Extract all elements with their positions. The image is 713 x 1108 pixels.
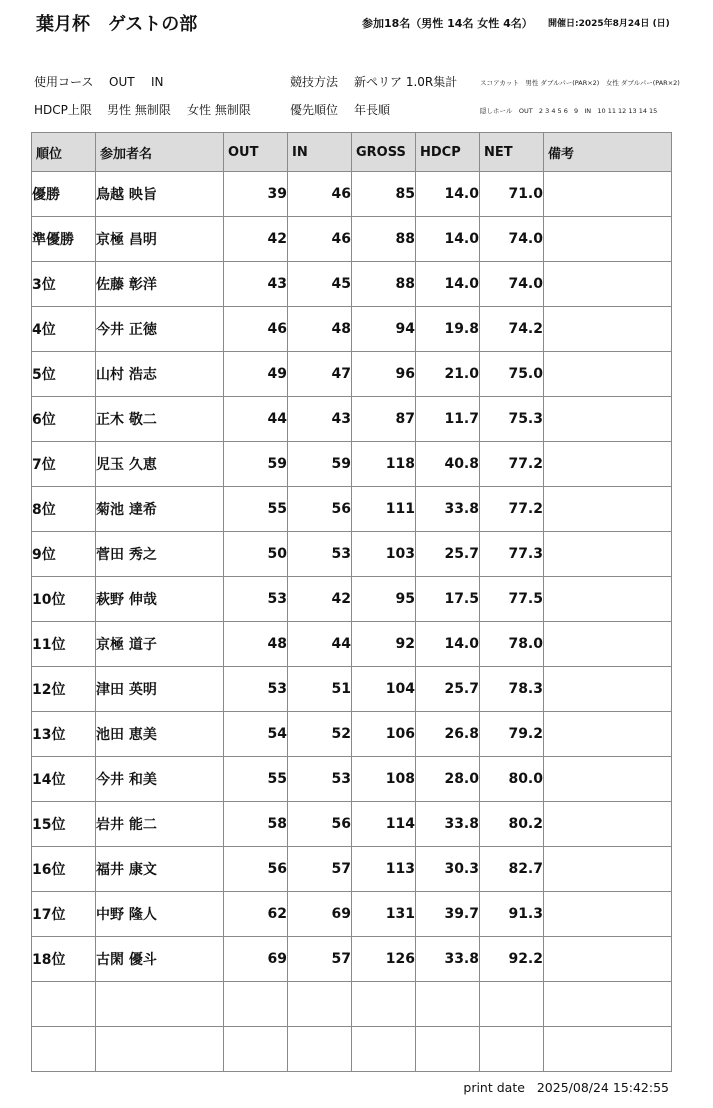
table-row [32, 622, 672, 667]
cell-net: 77.2 [480, 442, 544, 487]
header-rank: 順位 [32, 133, 96, 172]
cell-out: 46 [224, 307, 288, 352]
cell-in: 42 [288, 577, 352, 622]
cell-note [544, 937, 672, 982]
cell-note [544, 262, 672, 307]
cell-gross: 85 [352, 172, 416, 217]
cell-note [544, 712, 672, 757]
table-row [32, 217, 672, 262]
cell-name [96, 1027, 224, 1072]
cell-out: 39 [224, 172, 288, 217]
cell-net: 75.0 [480, 352, 544, 397]
header-note: 備考 [544, 133, 672, 172]
priority-value: 年長順 [354, 103, 391, 117]
cell-out: 55 [224, 757, 288, 802]
course-out: OUT [109, 75, 135, 89]
cell-rank: 優勝 [32, 172, 96, 217]
table-header-row [32, 133, 672, 172]
hdcp-male: 男性 無制限 [107, 103, 171, 117]
cell-gross: 113 [352, 847, 416, 892]
cell-hdcp: 25.7 [416, 532, 480, 577]
cell-hdcp: 21.0 [416, 352, 480, 397]
cell-in: 57 [288, 937, 352, 982]
cell-net: 77.5 [480, 577, 544, 622]
cell-note [544, 622, 672, 667]
table-row [32, 397, 672, 442]
cell-name [96, 982, 224, 1027]
cell-name: 中野 隆人 [96, 892, 224, 937]
cell-name: 正木 敬二 [96, 397, 224, 442]
table-row [32, 847, 672, 892]
cell-rank: 8位 [32, 487, 96, 532]
cell-hdcp: 28.0 [416, 757, 480, 802]
cell-note [544, 217, 672, 262]
cell-gross: 94 [352, 307, 416, 352]
cell-gross: 131 [352, 892, 416, 937]
cell-out: 49 [224, 352, 288, 397]
cell-in: 46 [288, 172, 352, 217]
cell-gross: 111 [352, 487, 416, 532]
header-out: OUT [224, 133, 288, 172]
cell-gross: 103 [352, 532, 416, 577]
table-row [32, 892, 672, 937]
cell-gross: 104 [352, 667, 416, 712]
cell-name: 今井 正徳 [96, 307, 224, 352]
cell-rank: 16位 [32, 847, 96, 892]
cell-hdcp: 33.8 [416, 937, 480, 982]
cell-rank: 17位 [32, 892, 96, 937]
cell-name: 佐藤 彰洋 [96, 262, 224, 307]
cell-hdcp: 14.0 [416, 622, 480, 667]
print-date: print date 2025/08/24 15:42:55 [463, 1080, 669, 1095]
cell-gross: 126 [352, 937, 416, 982]
cell-net [480, 1027, 544, 1072]
cell-gross: 96 [352, 352, 416, 397]
cell-name: 池田 恵美 [96, 712, 224, 757]
cell-note [544, 532, 672, 577]
table-row [32, 172, 672, 217]
cell-in: 51 [288, 667, 352, 712]
cell-name: 岩井 能二 [96, 802, 224, 847]
cell-out: 55 [224, 487, 288, 532]
cell-note [544, 397, 672, 442]
cell-in [288, 1027, 352, 1072]
table-row [32, 487, 672, 532]
cell-out: 43 [224, 262, 288, 307]
cell-gross: 88 [352, 262, 416, 307]
course-info [34, 73, 164, 90]
cell-net: 80.0 [480, 757, 544, 802]
results-table [31, 132, 672, 1072]
cell-hdcp: 26.8 [416, 712, 480, 757]
cell-name: 児玉 久恵 [96, 442, 224, 487]
cell-gross [352, 982, 416, 1027]
cell-name: 萩野 伸哉 [96, 577, 224, 622]
cell-net: 77.2 [480, 487, 544, 532]
cell-name: 福井 康文 [96, 847, 224, 892]
participant-count: 参加18名（男性 14名 女性 4名） [362, 17, 533, 30]
cell-note [544, 172, 672, 217]
cell-net: 77.3 [480, 532, 544, 577]
cell-net: 92.2 [480, 937, 544, 982]
cell-net [480, 982, 544, 1027]
cell-hdcp: 33.8 [416, 802, 480, 847]
cell-name: 今井 和美 [96, 757, 224, 802]
table-row [32, 802, 672, 847]
course-label: 使用コース [34, 75, 94, 89]
cell-note [544, 892, 672, 937]
cell-out: 58 [224, 802, 288, 847]
cell-hdcp: 19.8 [416, 307, 480, 352]
table-row [32, 442, 672, 487]
cell-net: 74.0 [480, 262, 544, 307]
cell-hdcp: 14.0 [416, 262, 480, 307]
cell-rank: 7位 [32, 442, 96, 487]
cell-note [544, 802, 672, 847]
cell-note [544, 757, 672, 802]
cell-note [544, 847, 672, 892]
cell-hdcp [416, 982, 480, 1027]
table-row [32, 982, 672, 1027]
cell-hdcp: 11.7 [416, 397, 480, 442]
cell-gross: 106 [352, 712, 416, 757]
cell-rank: 6位 [32, 397, 96, 442]
header-net: NET [480, 133, 544, 172]
cell-note [544, 442, 672, 487]
cell-rank: 5位 [32, 352, 96, 397]
cell-in: 53 [288, 532, 352, 577]
cell-net: 74.2 [480, 307, 544, 352]
cell-rank [32, 982, 96, 1027]
cell-in: 53 [288, 757, 352, 802]
cell-in: 56 [288, 487, 352, 532]
cell-note [544, 577, 672, 622]
header-name: 参加者名 [96, 133, 224, 172]
cell-net: 78.0 [480, 622, 544, 667]
cell-gross: 108 [352, 757, 416, 802]
method-info [290, 73, 457, 90]
cell-net: 79.2 [480, 712, 544, 757]
cell-name: 鳥越 映旨 [96, 172, 224, 217]
cell-rank: 14位 [32, 757, 96, 802]
cell-out: 62 [224, 892, 288, 937]
cell-out: 44 [224, 397, 288, 442]
cell-out: 53 [224, 577, 288, 622]
cell-out [224, 1027, 288, 1072]
hidden-holes-info: 隠しホール OUT 2 3 4 5 6 9 IN 10 11 12 13 14 15 [480, 107, 658, 115]
table-row [32, 577, 672, 622]
cell-hdcp: 39.7 [416, 892, 480, 937]
cell-gross: 114 [352, 802, 416, 847]
header-gross: GROSS [352, 133, 416, 172]
cell-net: 71.0 [480, 172, 544, 217]
cell-rank: 12位 [32, 667, 96, 712]
cell-out: 50 [224, 532, 288, 577]
cell-in: 43 [288, 397, 352, 442]
cell-in: 47 [288, 352, 352, 397]
table-row [32, 352, 672, 397]
cell-net: 75.3 [480, 397, 544, 442]
cell-net: 80.2 [480, 802, 544, 847]
hdcp-info [34, 101, 251, 118]
cell-out: 59 [224, 442, 288, 487]
table-row [32, 307, 672, 352]
cell-rank: 11位 [32, 622, 96, 667]
cell-out: 56 [224, 847, 288, 892]
cell-rank: 準優勝 [32, 217, 96, 262]
cell-name: 山村 浩志 [96, 352, 224, 397]
cell-in: 46 [288, 217, 352, 262]
method-label: 競技方法 [290, 75, 339, 89]
cell-gross: 87 [352, 397, 416, 442]
cell-rank: 9位 [32, 532, 96, 577]
cell-in: 44 [288, 622, 352, 667]
cell-hdcp: 30.3 [416, 847, 480, 892]
cell-in: 59 [288, 442, 352, 487]
cell-in: 45 [288, 262, 352, 307]
cell-rank: 10位 [32, 577, 96, 622]
cell-net: 91.3 [480, 892, 544, 937]
cell-in: 48 [288, 307, 352, 352]
table-row [32, 712, 672, 757]
cell-in: 56 [288, 802, 352, 847]
cell-out: 42 [224, 217, 288, 262]
cell-note [544, 307, 672, 352]
page-title: 葉月杯 ゲストの部 [36, 14, 198, 35]
table-row [32, 262, 672, 307]
cell-rank: 18位 [32, 937, 96, 982]
event-date: 開催日:2025年8月24日 (日) [548, 19, 670, 29]
header-hdcp: HDCP [416, 133, 480, 172]
cell-out: 69 [224, 937, 288, 982]
cell-net: 74.0 [480, 217, 544, 262]
course-in: IN [151, 75, 164, 89]
method-value: 新ペリア 1.0R集計 [354, 75, 458, 89]
cell-hdcp: 40.8 [416, 442, 480, 487]
table-row [32, 1027, 672, 1072]
cell-in: 69 [288, 892, 352, 937]
cell-name: 菊池 達希 [96, 487, 224, 532]
cell-hdcp: 25.7 [416, 667, 480, 712]
cell-rank: 3位 [32, 262, 96, 307]
cell-gross: 88 [352, 217, 416, 262]
cell-name: 京極 道子 [96, 622, 224, 667]
cell-name: 菅田 秀之 [96, 532, 224, 577]
cell-rank: 4位 [32, 307, 96, 352]
cell-hdcp: 17.5 [416, 577, 480, 622]
cell-rank: 15位 [32, 802, 96, 847]
hdcp-label: HDCP上限 [34, 103, 92, 117]
cell-name: 京極 昌明 [96, 217, 224, 262]
hdcp-female: 女性 無制限 [187, 103, 251, 117]
table-row [32, 937, 672, 982]
cell-rank [32, 1027, 96, 1072]
score-cut-info: スコアカット 男性 ダブルパー(PAR×2) 女性 ダブルパー(PAR×2) [480, 79, 680, 87]
cell-name: 津田 英明 [96, 667, 224, 712]
cell-note [544, 667, 672, 712]
cell-name: 古閑 優斗 [96, 937, 224, 982]
cell-gross: 118 [352, 442, 416, 487]
table-row [32, 757, 672, 802]
cell-hdcp [416, 1027, 480, 1072]
header-in: IN [288, 133, 352, 172]
priority-label: 優先順位 [290, 103, 339, 117]
cell-gross: 95 [352, 577, 416, 622]
cell-out: 54 [224, 712, 288, 757]
cell-hdcp: 33.8 [416, 487, 480, 532]
cell-net: 78.3 [480, 667, 544, 712]
cell-note [544, 982, 672, 1027]
cell-in [288, 982, 352, 1027]
cell-hdcp: 14.0 [416, 172, 480, 217]
cell-out [224, 982, 288, 1027]
cell-note [544, 352, 672, 397]
cell-in: 52 [288, 712, 352, 757]
cell-out: 48 [224, 622, 288, 667]
cell-net: 82.7 [480, 847, 544, 892]
priority-info [290, 101, 390, 118]
table-row [32, 532, 672, 577]
table-row [32, 667, 672, 712]
cell-in: 57 [288, 847, 352, 892]
cell-gross [352, 1027, 416, 1072]
cell-note [544, 1027, 672, 1072]
cell-out: 53 [224, 667, 288, 712]
cell-gross: 92 [352, 622, 416, 667]
cell-note [544, 487, 672, 532]
cell-hdcp: 14.0 [416, 217, 480, 262]
cell-rank: 13位 [32, 712, 96, 757]
